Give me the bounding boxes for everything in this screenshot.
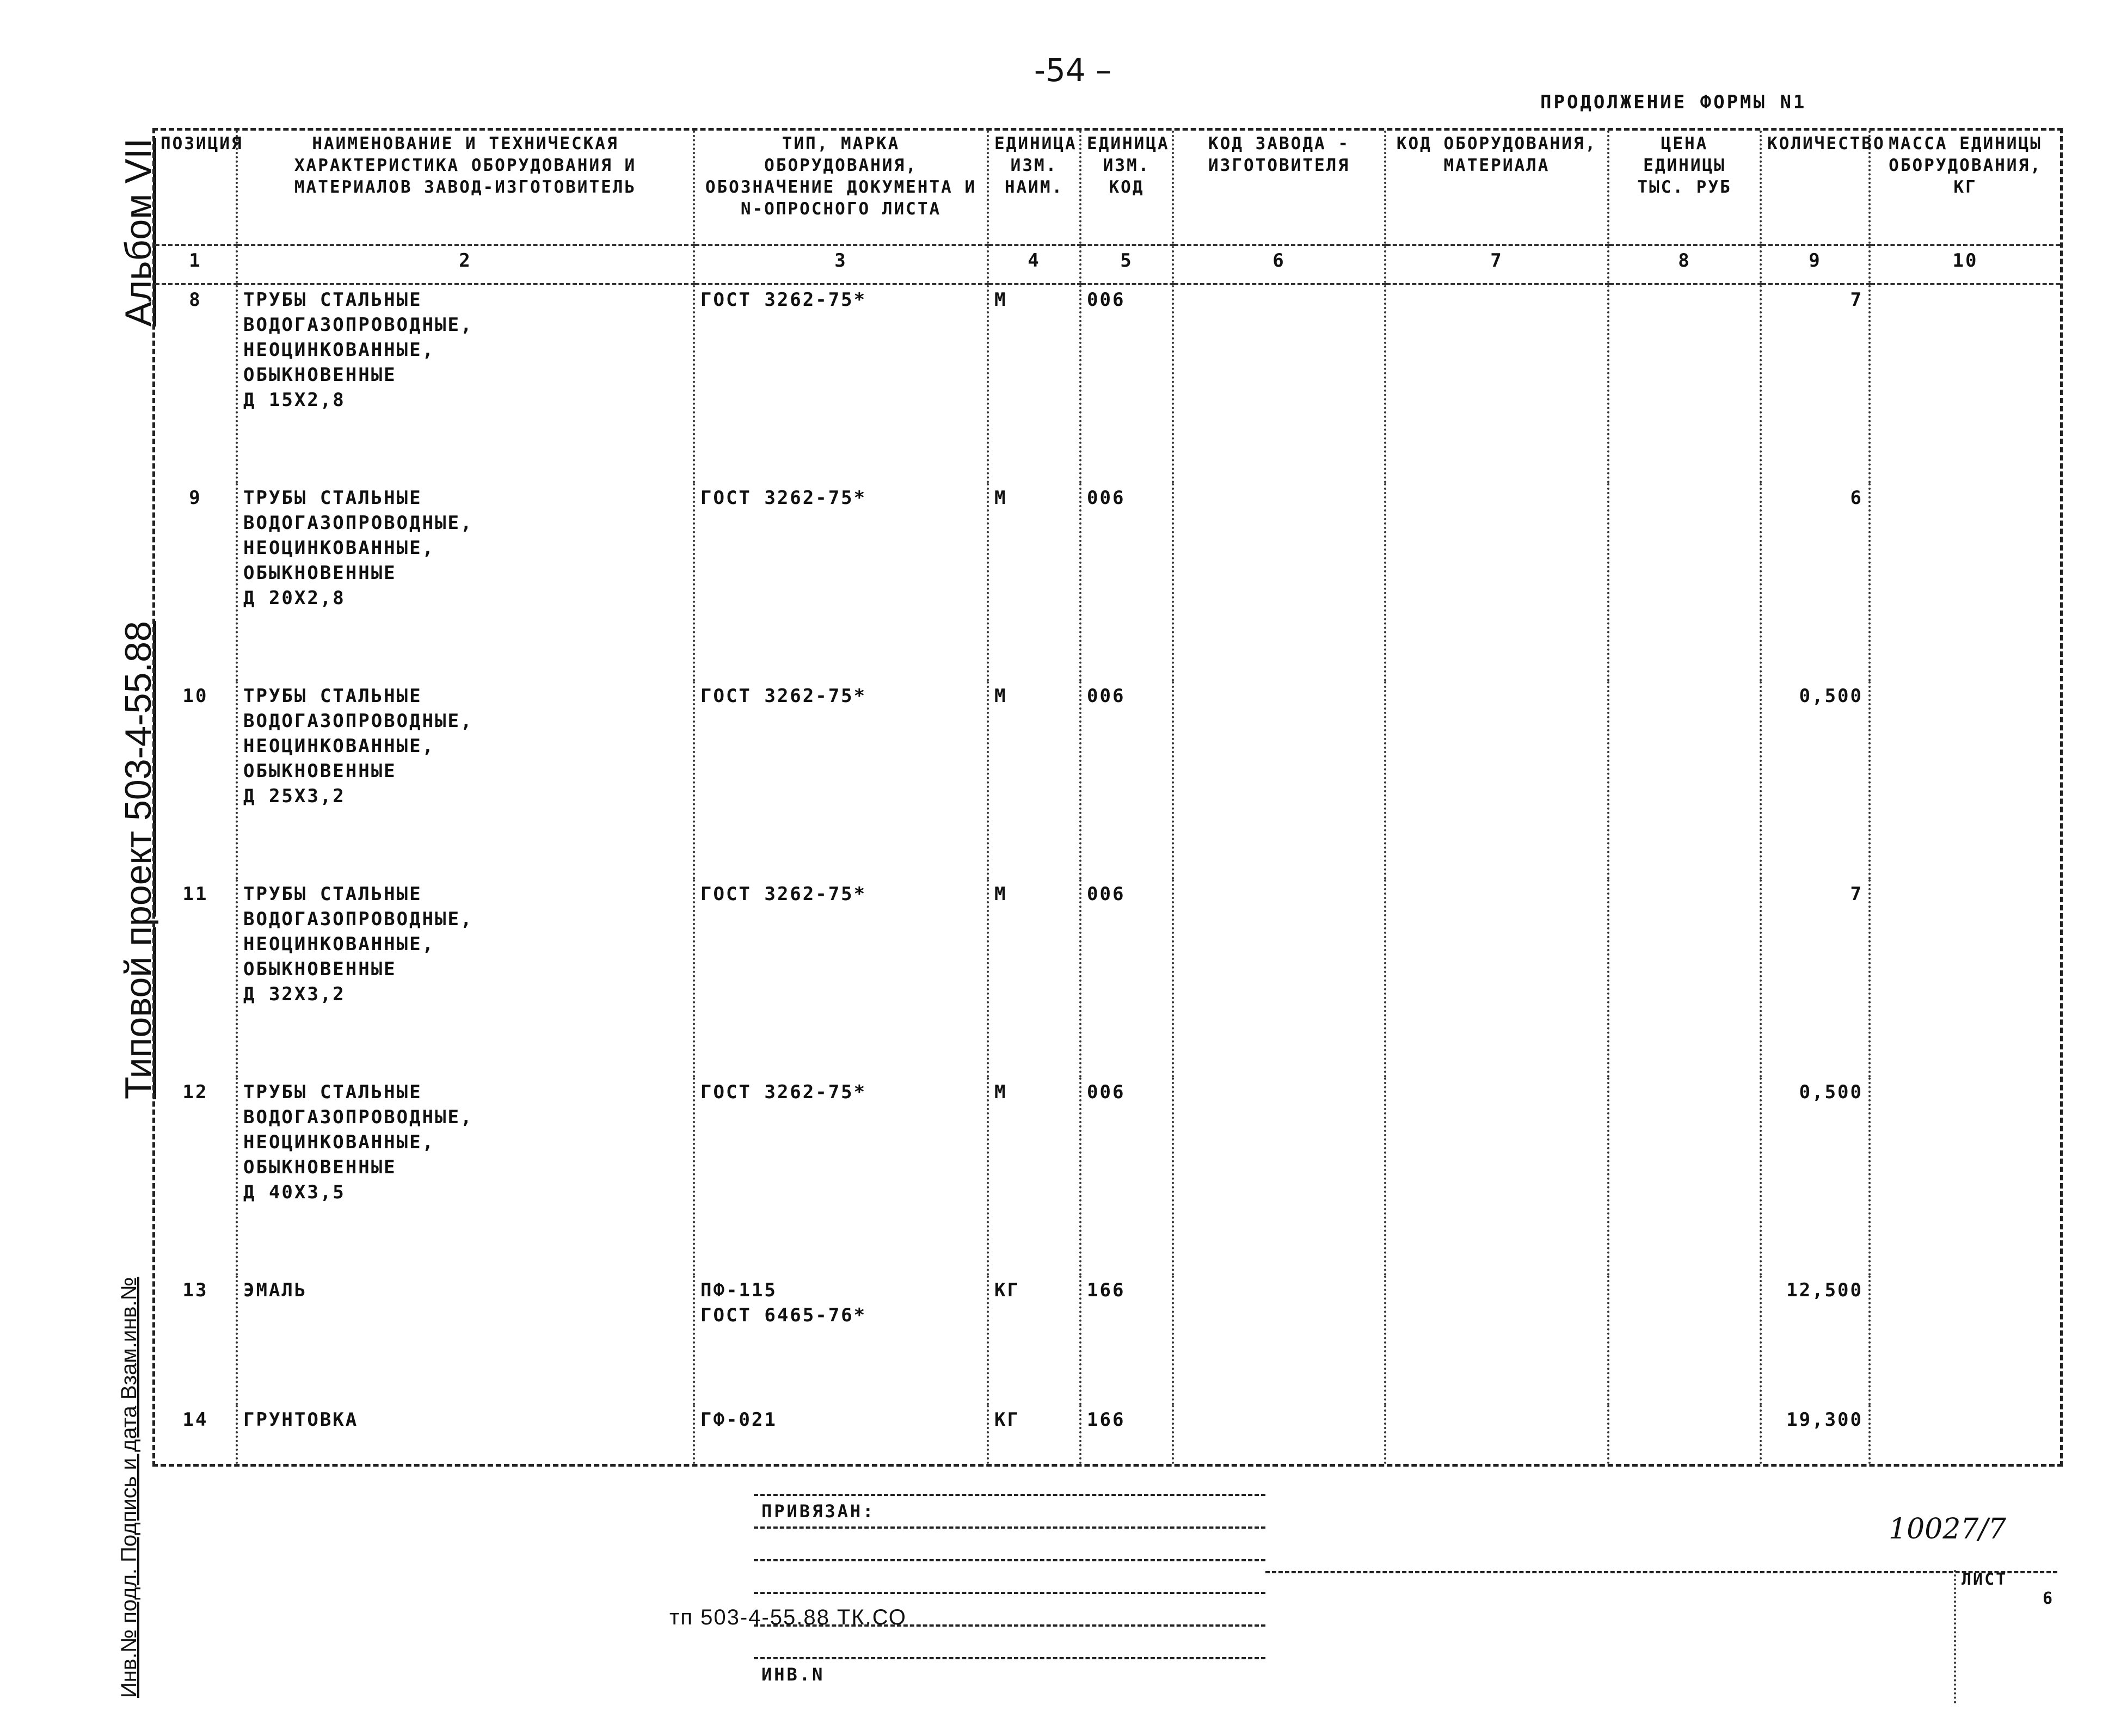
header-price: ЦЕНА ЕДИНИЦЫ ТЫС. РУБ <box>1608 131 1761 245</box>
row-factory-code <box>1173 681 1385 879</box>
row-type: ГОСТ 3262-75* <box>694 483 988 681</box>
table-header-row <box>155 131 2060 245</box>
row-position: 11 <box>182 883 208 905</box>
row-equipment-code <box>1385 1276 1608 1405</box>
binding-block <box>754 1494 1265 1690</box>
table-row <box>155 1078 2060 1276</box>
row-type: ПФ-115 ГОСТ 6465-76* <box>694 1276 988 1405</box>
table-row <box>155 879 2060 1078</box>
row-type: ГОСТ 3262-75* <box>694 879 988 1078</box>
row-equipment-code <box>1385 284 1608 483</box>
row-unit-code: 006 <box>1080 483 1173 681</box>
column-number: 6 <box>1173 245 1385 284</box>
document-code: тп 503-4-55.88 ТК.СО <box>669 1605 907 1629</box>
row-quantity: 19,300 <box>1761 1405 1870 1464</box>
row-unit-code: 166 <box>1080 1276 1173 1405</box>
column-number: 7 <box>1385 245 1608 284</box>
row-mass <box>1870 1078 2060 1276</box>
row-name: ТРУБЫ СТАЛЬНЫЕ ВОДОГАЗОПРОВОДНЫЕ, НЕОЦИНКОВАННЫЕ, ОБЫКНОВЕННЫЕ Д 32Х3,2 <box>237 879 694 1078</box>
column-number: 3 <box>694 245 988 284</box>
album-label: Альбом VII <box>118 138 159 327</box>
row-price <box>1608 681 1761 879</box>
row-position: 12 <box>182 1081 208 1103</box>
row-unit-code: 006 <box>1080 1078 1173 1276</box>
row-name: ТРУБЫ СТАЛЬНЫЕ ВОДОГАЗОПРОВОДНЫЕ, НЕОЦИНКОВАННЫЕ, ОБЫКНОВЕННЫЕ Д 15Х2,8 <box>237 284 694 483</box>
column-number-row <box>155 245 2060 284</box>
row-type: ГОСТ 3262-75* <box>694 1078 988 1276</box>
row-mass <box>1870 1405 2060 1464</box>
column-number: 8 <box>1608 245 1761 284</box>
row-position: 10 <box>182 685 208 707</box>
row-mass <box>1870 681 2060 879</box>
row-quantity: 6 <box>1761 483 1870 681</box>
row-position: 13 <box>182 1279 208 1301</box>
row-unit-code: 006 <box>1080 879 1173 1078</box>
row-name: ТРУБЫ СТАЛЬНЫЕ ВОДОГАЗОПРОВОДНЫЕ, НЕОЦИНКОВАННЫЕ, ОБЫКНОВЕННЫЕ Д 25Х3,2 <box>237 681 694 879</box>
inv-label: ИНВ.N <box>761 1664 825 1685</box>
specification-table <box>152 128 2063 1467</box>
row-mass <box>1870 879 2060 1078</box>
row-type: ГОСТ 3262-75* <box>694 284 988 483</box>
code-box <box>1265 1571 2057 1706</box>
row-price <box>1608 483 1761 681</box>
row-factory-code <box>1173 1276 1385 1405</box>
header-mass: МАССА ЕДИНИЦЫ ОБОРУДОВАНИЯ, КГ <box>1870 131 2060 245</box>
row-quantity: 12,500 <box>1761 1276 1870 1405</box>
header-unit-code: ЕДИНИЦА ИЗМ. КОД <box>1080 131 1173 245</box>
row-equipment-code <box>1385 1405 1608 1464</box>
header-type: ТИП, МАРКА ОБОРУДОВАНИЯ, ОБОЗНАЧЕНИЕ ДОКУМЕНТА И N-ОПРОСНОГО ЛИСТА <box>694 131 988 245</box>
row-equipment-code <box>1385 879 1608 1078</box>
table-row <box>155 284 2060 483</box>
table-row <box>155 681 2060 879</box>
row-name: ТРУБЫ СТАЛЬНЫЕ ВОДОГАЗОПРОВОДНЫЕ, НЕОЦИНКОВАННЫЕ, ОБЫКНОВЕННЫЕ Д 40Х3,5 <box>237 1078 694 1276</box>
row-name: ТРУБЫ СТАЛЬНЫЕ ВОДОГАЗОПРОВОДНЫЕ, НЕОЦИНКОВАННЫЕ, ОБЫКНОВЕННЫЕ Д 20Х2,8 <box>237 483 694 681</box>
sheet-box <box>1954 1570 2065 1703</box>
row-name: ЭМАЛЬ <box>237 1276 694 1405</box>
handwritten-number: 10027/7 <box>1889 1513 2007 1546</box>
row-unit: КГ <box>988 1276 1080 1405</box>
row-equipment-code <box>1385 681 1608 879</box>
row-factory-code <box>1173 483 1385 681</box>
column-number: 2 <box>237 245 694 284</box>
header-equipment-code: КОД ОБОРУДОВАНИЯ, МАТЕРИАЛА <box>1385 131 1608 245</box>
header-unit-name: ЕДИНИЦА ИЗМ. НАИМ. <box>988 131 1080 245</box>
row-unit-code: 166 <box>1080 1405 1173 1464</box>
row-position: 8 <box>189 289 202 311</box>
row-unit: М <box>988 879 1080 1078</box>
header-position: ПОЗИЦИЯ <box>155 131 237 245</box>
sheet-label: ЛИСТ <box>1962 1570 2008 1589</box>
row-unit: М <box>988 483 1080 681</box>
column-number: 9 <box>1761 245 1870 284</box>
approval-stamp-label: Инв.№ подл. Подпись и дата Взам.инв.№ <box>117 1277 141 1698</box>
row-mass <box>1870 1276 2060 1405</box>
header-name: НАИМЕНОВАНИЕ И ТЕХНИЧЕСКАЯ ХАРАКТЕРИСТИКА ОБОРУДОВАНИЯ И МАТЕРИАЛОВ ЗАВОД-ИЗГОТОВИТЕЛЬ <box>237 131 694 245</box>
sheet-number: 6 <box>2042 1589 2054 1608</box>
row-quantity: 7 <box>1761 879 1870 1078</box>
row-factory-code <box>1173 1078 1385 1276</box>
table-row <box>155 1276 2060 1405</box>
title-block <box>754 1494 2057 1706</box>
row-equipment-code <box>1385 483 1608 681</box>
row-mass <box>1870 483 2060 681</box>
row-factory-code <box>1173 1405 1385 1464</box>
row-price <box>1608 284 1761 483</box>
column-number: 10 <box>1870 245 2060 284</box>
row-quantity: 0,500 <box>1761 1078 1870 1276</box>
table-row <box>155 1405 2060 1464</box>
column-number: 1 <box>155 245 237 284</box>
continuation-label: ПРОДОЛЖЕНИЕ ФОРМЫ N1 <box>1540 91 1807 113</box>
row-unit: М <box>988 284 1080 483</box>
row-type: ГОСТ 3262-75* <box>694 681 988 879</box>
row-unit-code: 006 <box>1080 284 1173 483</box>
row-price <box>1608 879 1761 1078</box>
row-factory-code <box>1173 879 1385 1078</box>
row-factory-code <box>1173 284 1385 483</box>
row-name: ГРУНТОВКА <box>237 1405 694 1464</box>
row-type: ГФ-021 <box>694 1405 988 1464</box>
column-number: 5 <box>1080 245 1173 284</box>
project-label: Типовой проект 503-4-55.88 <box>118 621 159 1099</box>
row-equipment-code <box>1385 1078 1608 1276</box>
header-factory-code: КОД ЗАВОДА - ИЗГОТОВИТЕЛЯ <box>1173 131 1385 245</box>
table-row <box>155 483 2060 681</box>
row-price <box>1608 1078 1761 1276</box>
row-position: 14 <box>182 1409 208 1431</box>
row-unit: М <box>988 681 1080 879</box>
header-quantity: КОЛИЧЕСТВО <box>1761 131 1870 245</box>
row-quantity: 0,500 <box>1761 681 1870 879</box>
column-number: 4 <box>988 245 1080 284</box>
row-unit: КГ <box>988 1405 1080 1464</box>
row-unit-code: 006 <box>1080 681 1173 879</box>
page-number: -54 – <box>1034 52 1112 89</box>
row-mass <box>1870 284 2060 483</box>
privyazan-label: ПРИВЯЗАН: <box>761 1501 876 1522</box>
row-quantity: 7 <box>1761 284 1870 483</box>
row-position: 9 <box>189 487 202 509</box>
row-unit: М <box>988 1078 1080 1276</box>
row-price <box>1608 1276 1761 1405</box>
row-price <box>1608 1405 1761 1464</box>
